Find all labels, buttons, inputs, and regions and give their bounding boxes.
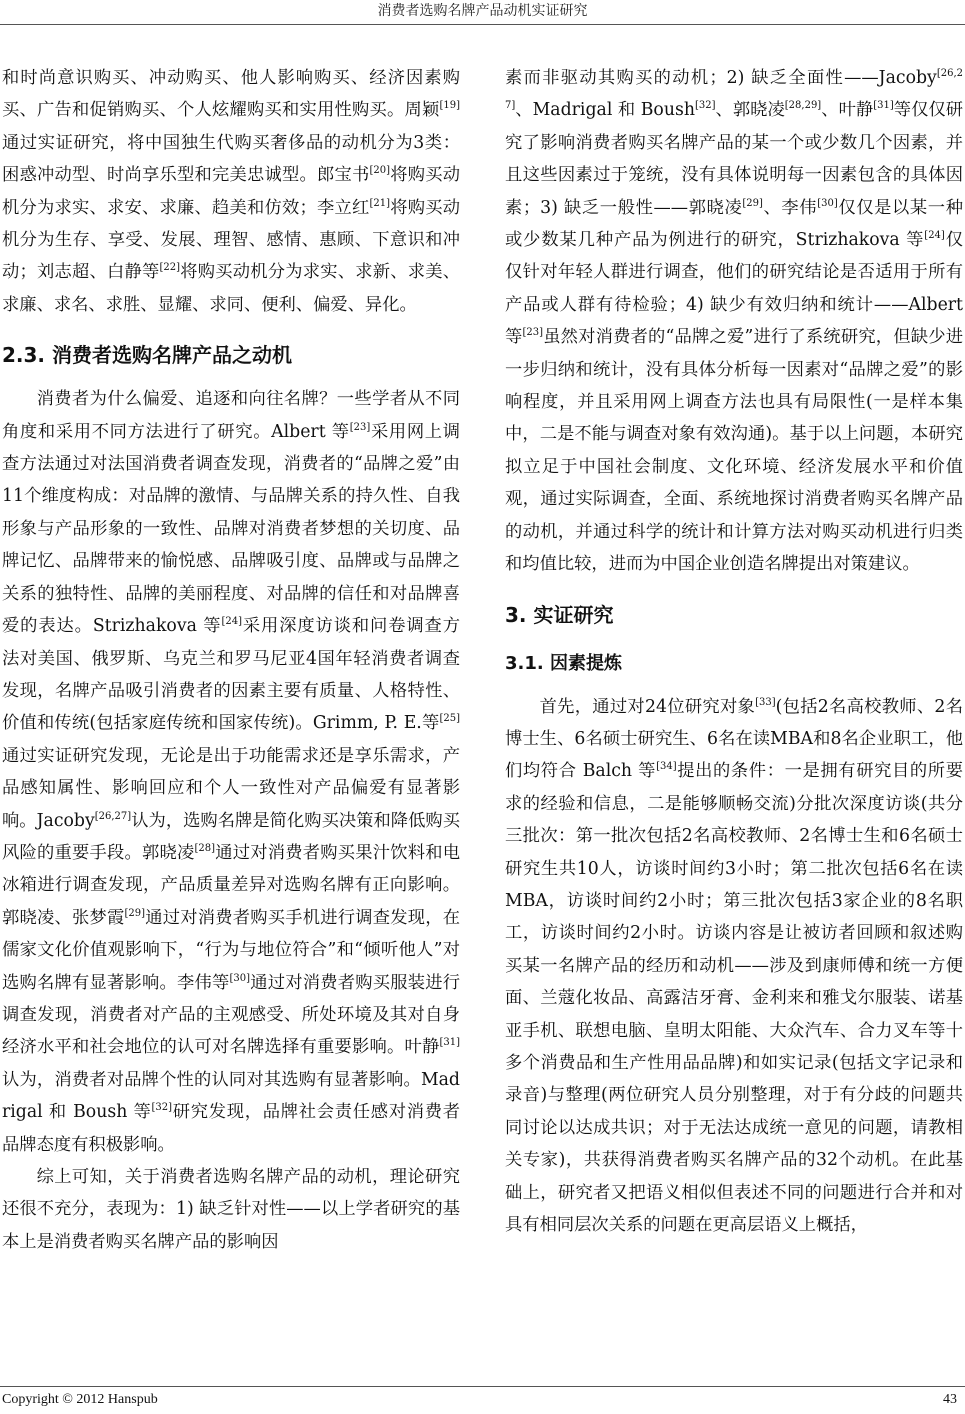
- citation: [26,27]: [505, 68, 963, 112]
- citation: [29]: [124, 907, 146, 919]
- citation: [29]: [742, 197, 763, 209]
- citation: [32]: [694, 100, 716, 112]
- citation: [25]: [439, 713, 460, 725]
- citation: [19]: [439, 100, 460, 112]
- citation: [24]: [924, 230, 945, 242]
- section-heading-3-1: 3.1. 因素提炼: [505, 652, 622, 674]
- left-paragraph-3: 综上可知，关于消费者选购名牌产品的动机，理论研究还很不充分，表现为：1) 缺乏针对性——以上学者研究的基本上是消费者购买名牌产品的影响因: [2, 1167, 460, 1252]
- citation: [31]: [439, 1037, 460, 1049]
- copyright-notice: Copyright © 2012 Hanspub: [2, 1392, 158, 1407]
- right-paragraph-1: 素而非驱动其购买的动机；2) 缺乏全面性——Jacoby[26,27]、Madrigal 和 Boush[32]、郭晓凌[28,29]、叶静[31]等仅仅研究了影响消费者购买名牌产品的某一个或少数几个因素，并且这些因素过于笼统，没有具体说明每一因素包含的具体因素；3) 缺乏一般性——郭晓凌[29]、李伟[30]仅仅是以某一种或少数某几种产品为例进行的研究，Strizhakova 等[24]仅仅针对年轻人群进行调查，他们的研究结论是否适用于所有产品或人群有待检验；4) 缺少有效归纳和统计——Albert 等[23]虽然对消费者的“品牌之爱”进行了系统研究，但缺少进一步归纳和统计，没有具体分析每一因素对“品牌之爱”的影响程度，并且采用网上调查方法也具有局限性(一是样本集中，二是不能与调查对象有效沟通)。基于以上问题，本研究拟立足于中国社会制度、文化环境、经济发展水平和价值观，通过实际调查，全面、系统地探讨消费者购买名牌产品的动机，并通过科学的统计和计算方法对购买动机进行归类和均值比较，进而为中国企业创造名牌提出对策建议。: [505, 68, 963, 575]
- page-number: 43: [943, 1392, 957, 1407]
- footer-rule: [0, 1386, 965, 1387]
- citation: [28]: [194, 843, 216, 855]
- right-paragraph-2: 首先，通过对24位研究对象[33](包括2名高校教师、2名博士生、6名硕士研究生、6名在读MBA和8名企业职工，他们均符合 Balch 等[34]提出的条件：一是拥有研究目的所要求的经验和信息，二是能够顺畅交流)分批次深度访谈(共分三批次：第一批次包括2名高校教师、2名博士生和6名硕士研究生共10人，访谈时间约3小时；第二批次包括6名在读MBA，访谈时间约2小时；第三批次包括3家企业的8名职工，访谈时间约2小时。访谈内容是让被访者回顾和叙述购买某一名牌产品的经历和动机——涉及到康师傅和统一方便面、兰蔻化妆品、高露洁牙膏、金利来和雅戈尔服装、诺基亚手机、联想电脑、皇明太阳能、大众汽车、合力叉车等十多个消费品和生产性用品品牌)和如实记录(包括文字记录和录音)与整理(两位研究人员分别整理，对于有分歧的问题共同讨论以达成共识；对于无法达成统一意见的问题，请教相关专家)，共获得消费者购买名牌产品的32个动机。在此基础上，研究者又把语义相似但表述不同的问题进行合并和对具有相同层次关系的问题在更高层语义上概括，: [505, 696, 963, 1235]
- citation: [30]: [817, 197, 838, 209]
- citation: [30]: [229, 972, 250, 984]
- citation: [26,27]: [94, 810, 132, 822]
- right-column: [505, 62, 963, 1241]
- citation: [23]: [522, 327, 544, 339]
- citation: [31]: [873, 100, 894, 112]
- left-column: [2, 62, 460, 1258]
- left-paragraph-1: 和时尚意识购买、冲动购买、他人影响购买、经济因素购买、广告和促销购买、个人炫耀购买和实用性购买。周颖[19]通过实证研究，将中国独生代购买奢侈品的动机分为3类：困惑冲动型、时尚享乐型和完美忠诚型。郎宝书[20]将购买动机分为求实、求安、求廉、趋美和仿效；李立红[21]将购买动机分为生存、享受、发展、理智、感情、惠顾、下意识和冲动；刘志超、白静等[22]将购买动机分为求实、求新、求美、求廉、求名、求胜、显耀、求同、便利、偏爱、异化。: [2, 68, 460, 315]
- running-header: 消费者选购名牌产品动机实证研究: [377, 3, 588, 19]
- section-heading-2-3: 2.3. 消费者选购名牌产品之动机: [2, 343, 292, 368]
- citation: [22]: [159, 262, 181, 274]
- citation: [32]: [151, 1102, 173, 1114]
- citation: [33]: [755, 696, 776, 708]
- citation: [23]: [349, 421, 371, 433]
- left-paragraph-2: 消费者为什么偏爱、追逐和向往名牌？一些学者从不同角度和采用不同方法进行了研究。Albert 等[23]采用网上调查方法通过对法国消费者调查发现，消费者的“品牌之爱”由11个维度构成：对品牌的激情、与品牌关系的持久性、自我形象与产品形象的一致性、品牌对消费者梦想的关切度、品牌记忆、品牌带来的愉悦感、品牌吸引度、品牌或与品牌之关系的独特性、品牌的美丽程度、对品牌的信任和对品牌喜爱的表达。Strizhakova 等[24]采用深度访谈和问卷调查方法对美国、俄罗斯、乌克兰和罗马尼亚4国年轻消费者调查发现，名牌产品吸引消费者的因素主要有质量、人格特性、价值和传统(包括家庭传统和国家传统)。Grimm, P. E.等[25]通过实证研究发现，无论是出于功能需求还是享乐需求，产品感知属性、影响回应和个人一致性对产品偏爱有显著影响。Jacoby[26,27]认为，选购名牌是简化购买决策和降低购买风险的重要手段。郭晓凌[28]通过对消费者购买果汁饮料和电冰箱进行调查发现，产品质量差异对选购名牌有正向影响。郭晓凌、张梦霞[29]通过对消费者购买手机进行调查发现，在儒家文化价值观影响下，“行为与地位符合”和“倾听他人”对选购名牌有显著影响。李伟等[30]通过对消费者购买服装进行调查发现，消费者对产品的主观感受、所处环境及其对自身经济水平和社会地位的认可对名牌选择有重要影响。叶静[31]认为，消费者对品牌个性的认同对其选购有显著影响。Madrigal 和 Boush 等[32]研究发现，品牌社会责任感对消费者品牌态度有积极影响。: [2, 389, 460, 1155]
- citation: [34]: [656, 761, 677, 773]
- section-heading-3: 3. 实证研究: [505, 602, 614, 627]
- header-rule: [0, 24, 965, 25]
- citation: [28,29]: [784, 100, 822, 112]
- citation: [20]: [369, 165, 390, 177]
- citation: [24]: [221, 616, 242, 628]
- citation: [21]: [369, 197, 390, 209]
